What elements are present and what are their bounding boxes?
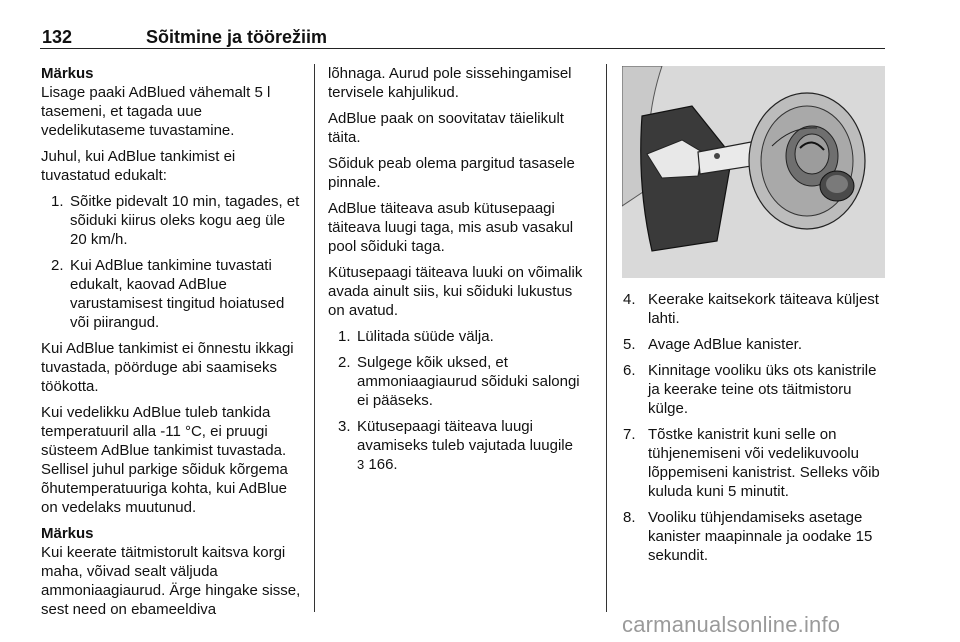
list-text: Kui AdBlue tankimine tuvastati edukalt, kaovad AdBlue varustamisest tingitud hoiatused või piirangud. [70,257,285,331]
page-reference-link[interactable]: 166. [368,456,398,473]
list-number: 5. [623,336,636,353]
list-item [41,192,303,249]
list-number: 1. [51,193,64,210]
note-label: Märkus [41,525,94,542]
list-item [328,353,592,410]
list-item [328,417,592,474]
note-1 [41,64,303,140]
list-text: Keerake kaitsekork täiteava küljest lahti. [648,291,879,327]
watermark: carmanualsonline.info [622,612,841,637]
paragraph: lõhnaga. Aurud pole sissehingamisel tervisele kahjulikud. [328,65,572,101]
paragraph: AdBlue täiteava asub kütusepaagi täiteava luugi taga, mis asub vasakul pool sõiduki taga. [328,200,574,255]
fuel-flap-illustration [622,66,885,278]
list-item [623,508,888,565]
paragraph: Kui vedelikku AdBlue tuleb tankida temperatuuril alla -11 °C, ei pruugi süsteem AdBlue tankimist tuvastada. Sellisel juhul parkige sõiduk kõrgema õhutemperatuuriga kohta, kui AdBlue on vedelaks muutunud. [41,404,288,516]
list-number: 6. [623,362,636,379]
page-title: Sõitmine ja töörežiim [146,27,328,47]
list-text: Lülitada süüde välja. [357,328,494,345]
list-text: Avage AdBlue kanister. [648,336,802,353]
column-2 [328,64,592,481]
list-number: 1. [338,328,351,345]
paragraph: Juhul, kui AdBlue tankimist ei tuvastatud edukalt: [41,148,236,184]
list-number: 7. [623,426,636,443]
column-divider [606,64,607,612]
paragraph: Kütusepaagi täiteava luuki on võimalik avada ainult siis, kui sõiduki lukustus on avatud. [328,264,583,319]
list-number: 3. [338,418,351,435]
adblue-filler-drawing [622,66,885,278]
list-item [623,361,888,418]
note-label: Märkus [41,65,94,82]
page-number: 132 [42,27,73,47]
list-item [623,290,888,328]
paragraph: Sõiduk peab olema pargitud tasasele pinnale. [328,155,575,191]
list-item [41,256,303,332]
list-number: 4. [623,291,636,308]
list-number: 2. [51,257,64,274]
list-item [328,327,592,346]
page-header [40,26,885,49]
note-text: Kui keerate täitmistorult kaitsva korgi maha, võivad sealt väljuda ammoniaagiaurud. Ärge hingake sisse, sest need on ebameeldiva [41,544,301,618]
list-item [623,425,888,501]
list-text: Sõitke pidevalt 10 min, tagades, et sõiduki kiirus oleks kogu aeg üle 20 km/h. [70,193,300,248]
column-divider [314,64,315,612]
list-text: Sulgege kõik uksed, et ammoniaagiaurud sõiduki salongi ei pääseks. [357,354,580,409]
steps-list [41,192,303,332]
column-1 [41,64,303,626]
list-text: Tõstke kanistrit kuni selle on tühjenemiseni või vedelikuvoolu lõppemiseni kanistrist. Selleks võib kuluda kuni 5 minutit. [648,426,880,500]
paragraph: AdBlue paak on soovitatav täielikult täita. [328,110,564,146]
list-number: 8. [623,509,636,526]
list-text: Kütusepaagi täiteava luugi avamiseks tuleb vajutada luugile [357,418,573,454]
steps-list [328,327,592,474]
note-text: Lisage paaki AdBlued vähemalt 5 l tasemeni, et tagada uue vedelikutaseme tuvastamine. [41,84,271,139]
list-number: 2. [338,354,351,371]
list-text: Kinnitage vooliku üks ots kanistrile ja keerake teine ots täitmistoru külge. [648,362,877,417]
paragraph: Kui AdBlue tankimist ei õnnestu ikkagi tuvastada, pöörduge abi saamiseks töökotta. [41,340,294,395]
note-2 [41,524,303,619]
steps-list [623,290,888,565]
list-text: Vooliku tühjendamiseks asetage kanister maapinnale ja oodake 15 sekundit. [648,509,873,564]
list-item [623,335,888,354]
xref-arrow-icon: 3 [357,457,365,472]
column-3 [623,290,888,572]
